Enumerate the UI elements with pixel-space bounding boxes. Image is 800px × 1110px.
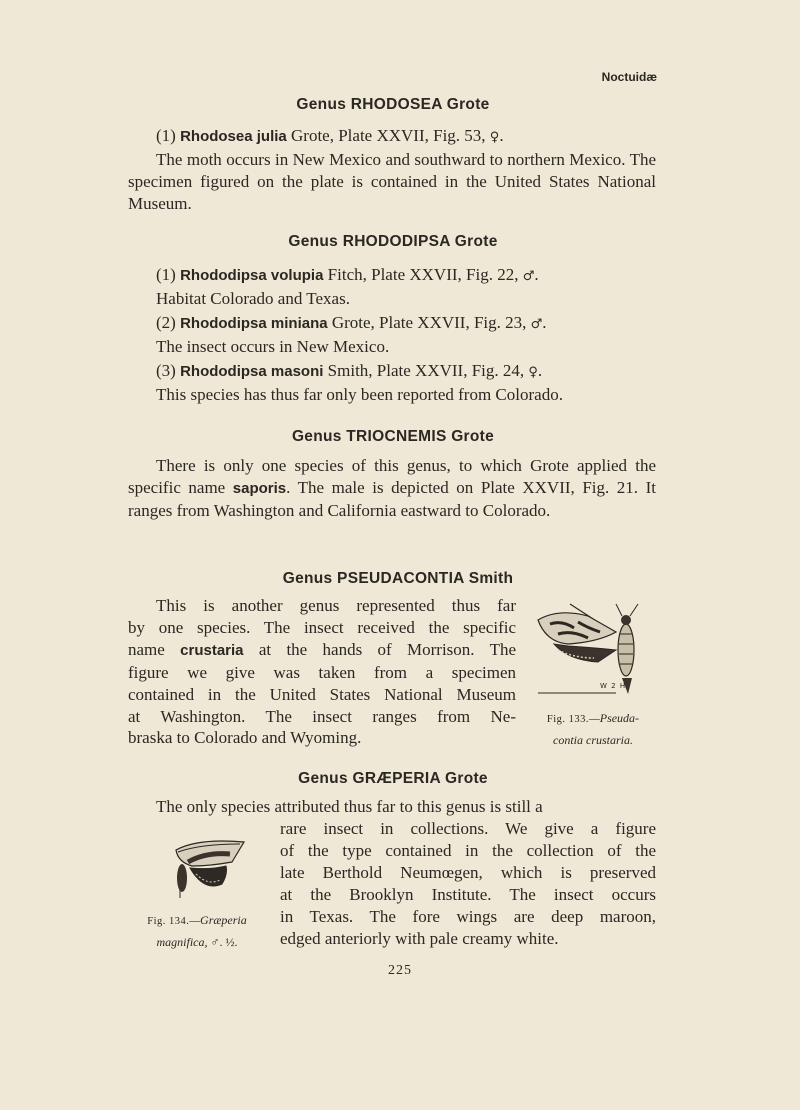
entry-text: This species has thus far only been reported from Colorado. [156, 385, 563, 404]
male-symbol-icon: ♂ [522, 269, 535, 284]
paragraph-graeperia-wrapped [280, 818, 656, 928]
paragraph-text: . The male is depicted on Plate XXVII, Fig. 21. It ranges from Washington and California eastward to Colorado. [128, 478, 656, 520]
entry-number: (1) [156, 126, 176, 145]
figure-label: Fig. 133. [546, 714, 590, 725]
figure-label: Fig. 134. [147, 916, 190, 927]
entry-rhododipsa-miniana: (2) Rhododipsa miniana Grote, Plate XXVII, Fig. 23, ♂. The insect occurs in New Mexico. [156, 313, 547, 356]
species-name: Rhododipsa miniana [180, 315, 328, 332]
paragraph-text: There is only one species of this genus, to which Grote applied the specific name [128, 456, 656, 497]
paragraph-line: contained in the United States National Museum [128, 685, 516, 704]
paragraph-line: in Texas. The fore wings are deep maroon, [280, 907, 656, 926]
running-head: Noctuidæ [601, 70, 657, 84]
entry-rhododipsa-masoni: (3) Rhododipsa masoni Smith, Plate XXVII, Fig. 24, ♀. This species has thus far only been reported from Colorado. [156, 361, 563, 404]
figure-caption-suffix: ♂. ½. [210, 935, 238, 949]
paragraph-graeperia-end [280, 928, 656, 950]
paragraph-line: figure we give was taken from a specimen [128, 663, 516, 682]
moth-illustration-graeperia [170, 832, 250, 902]
genus-heading-graeperia: Genus GRÆPERIA Grote [298, 770, 488, 787]
figure-caption-text: contia crustaria. [553, 733, 633, 747]
paragraph-line: at Washington. The insect ranges from Ne- [128, 707, 516, 726]
entry-rhododipsa-volupia: (1) Rhododipsa volupia Fitch, Plate XXVII, Fig. 22, ♂. Habitat Colorado and Texas. [156, 265, 539, 308]
paragraph-line: of the type contained in the collection of the [280, 841, 656, 860]
paragraph-line: edged anteriorly with pale creamy white. [280, 929, 559, 948]
genus-heading-triocnemis: Genus TRIOCNEMIS Grote [291, 428, 495, 445]
genus-heading-rhododipsa: Genus RHODODIPSA Grote [288, 233, 498, 250]
species-name: saporis [232, 480, 287, 497]
entry-number: (1) [156, 265, 176, 284]
figure-caption-text: magnifica, [156, 935, 208, 949]
entry-number: (2) [156, 313, 176, 332]
figure-caption-133 [518, 708, 668, 750]
species-name: Rhodosea julia [180, 128, 287, 145]
paragraph-pseudacontia-end [128, 727, 428, 749]
paragraph-pseudacontia-wrapped [128, 595, 516, 728]
plate-reference: Grote, Plate XXVII, Fig. 53, [291, 126, 486, 145]
page-number: 225 [388, 963, 412, 978]
entry-text: The insect occurs in New Mexico. [156, 337, 390, 356]
plate-reference: Smith, Plate XXVII, Fig. 24, [327, 361, 525, 380]
figure-caption-134 [122, 910, 272, 952]
species-name: Rhododipsa masoni [180, 363, 324, 380]
entry-text: The moth occurs in New Mexico and southward to northern Mexico. The specimen figured on the plate is contained in the United States National Museum. [128, 150, 656, 213]
plate-reference: Grote, Plate XXVII, Fig. 23, [331, 313, 527, 332]
figure-scale-note: W 2 H [600, 682, 627, 690]
female-symbol-icon: ♀ [528, 365, 538, 380]
paragraph-line: at the Brooklyn Institute. The insect occurs [280, 885, 656, 904]
entry-text: Habitat Colorado and Texas. [156, 289, 350, 308]
paragraph-line: braska to Colorado and Wyoming. [128, 728, 362, 747]
paragraph-graeperia-first-line [128, 796, 656, 818]
figure-caption-text: —Pseuda- [589, 711, 640, 725]
plate-reference: Fitch, Plate XXVII, Fig. 22, [327, 265, 519, 284]
female-symbol-icon: ♀ [489, 130, 500, 145]
figure-caption-text: —Græperia [189, 913, 247, 927]
entry-rhodosea-julia: (1) Rhodosea julia Grote, Plate XXVII, Fig. 53, ♀. The moth occurs in New Mexico and southward to northern Mexico. The specimen figured on the plate is contained in the United States National Museum. [128, 126, 656, 213]
entry-number: (3) [156, 361, 176, 380]
paragraph-triocnemis [128, 455, 656, 522]
paragraph-line: The only species attributed thus far to this genus is still a [156, 797, 543, 816]
paragraph-line: rare insect in collections. We give a figure [280, 819, 656, 838]
species-name: crustaria [180, 642, 244, 659]
genus-heading-rhodosea: Genus RHODOSEA Grote [296, 96, 490, 113]
species-name: Rhododipsa volupia [180, 267, 324, 284]
genus-heading-pseudacontia: Genus PSEUDACONTIA Smith [282, 570, 514, 587]
moth-illustration-pseudacontia [528, 598, 646, 708]
male-symbol-icon: ♂ [530, 317, 543, 332]
paragraph-line: by one species. The insect received the specific [128, 618, 516, 637]
paragraph-line: at the hands of Morrison. The [258, 640, 516, 659]
paragraph-line: late Berthold Neumœgen, which is preserved [280, 863, 656, 882]
paragraph-line: This is another genus represented thus far [156, 596, 516, 615]
paragraph-line: name [128, 640, 165, 659]
